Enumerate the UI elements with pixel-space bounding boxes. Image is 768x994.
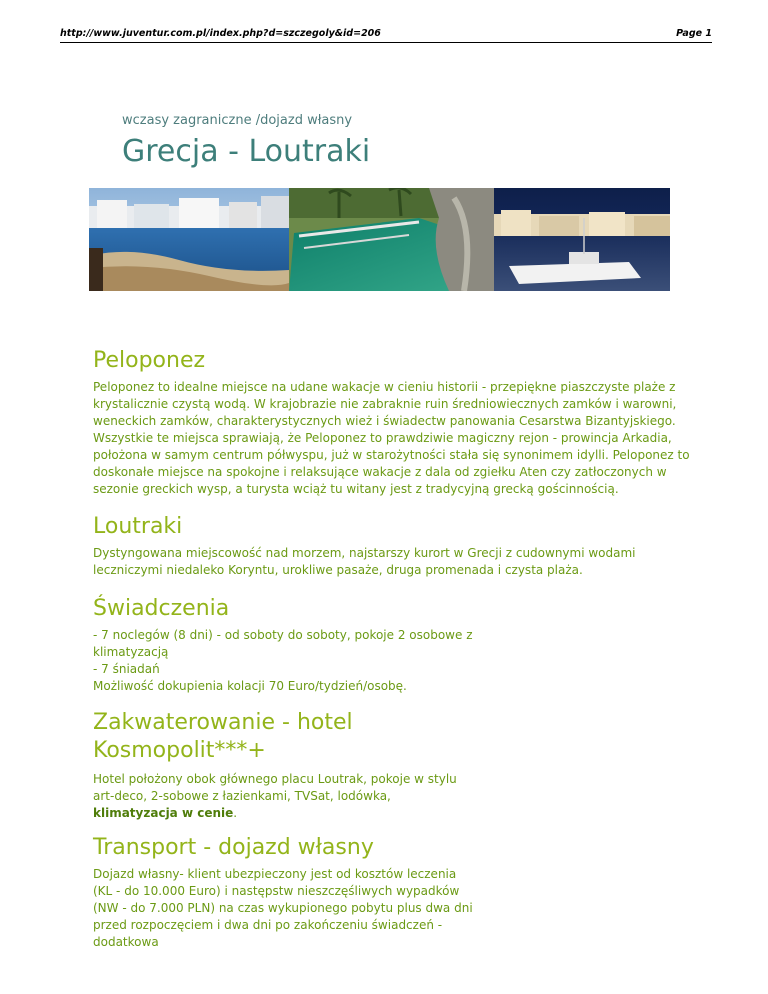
section-heading-swiadczenia: Świadczenia: [93, 596, 230, 621]
page-number: Page 1: [676, 28, 712, 39]
zakwaterowanie-heading-line2: Kosmopolit***+: [93, 738, 266, 763]
swiadczenia-line: klimatyzacją: [93, 645, 169, 659]
zakwaterowanie-highlight: klimatyzacja w cenie: [93, 806, 234, 820]
print-header: [60, 28, 712, 43]
breadcrumb[interactable]: wczasy zagraniczne /dojazd własny: [122, 113, 353, 128]
section-peloponez: [93, 347, 693, 498]
page-url: http://www.juventur.com.pl/index.php?d=szczegoly&id=206: [60, 28, 381, 39]
page-title: Grecja - Loutraki: [122, 134, 371, 169]
zakwaterowanie-heading-line1: Zakwaterowanie - hotel: [93, 710, 353, 735]
section-heading-zakwaterowanie: [93, 709, 465, 765]
banner-image: [89, 188, 670, 291]
zakwaterowanie-text-end: .: [233, 806, 238, 820]
section-heading-loutraki: Loutraki: [93, 514, 183, 539]
pool-palms-photo: [289, 188, 494, 291]
harbor-night-photo: [494, 188, 670, 291]
section-loutraki: [93, 513, 668, 579]
section-text-zakwaterowanie: [93, 771, 465, 822]
swiadczenia-line: Możliwość dokupienia kolacji 70 Euro/tydzień/osobę.: [93, 679, 407, 693]
section-text-loutraki: Dystyngowana miejscowość nad morzem, najstarszy kurort w Grecji z cudownymi wodami leczniczymi niedaleko Koryntu, urokliwe pasaże, druga promenada i czysta plaża.: [93, 546, 636, 577]
swiadczenia-line: - 7 noclegów (8 dni) - od soboty do soboty, pokoje 2 osobowe z: [93, 628, 473, 642]
section-zakwaterowanie: [93, 709, 465, 822]
zakwaterowanie-text: Hotel położony obok głównego placu Loutrak, pokoje w stylu art-deco, 2-sobowe z łazienkami, TVSat, lodówka,: [93, 772, 457, 803]
section-text-swiadczenia: [93, 627, 493, 695]
section-heading-transport: Transport - dojazd własny: [93, 835, 374, 860]
section-transport: [93, 834, 478, 951]
section-heading-peloponez: Peloponez: [93, 348, 206, 373]
section-swiadczenia: [93, 595, 493, 695]
swiadczenia-line: - 7 śniadań: [93, 662, 160, 676]
beach-town-photo: [89, 188, 289, 291]
section-text-transport: Dojazd własny- klient ubezpieczony jest od kosztów leczenia (KL - do 10.000 Euro) i następstw nieszczęśliwych wypadków (NW - do 7.000 PLN) na czas wykupionego pobytu plus dwa dni przed rozpoczęciem i dwa dni po zakończeniu świadczeń - dodatkowa: [93, 867, 473, 949]
section-text-peloponez: Peloponez to idealne miejsce na udane wakacje w cieniu historii - przepiękne piaszczyste plaże z krystalicznie czystą wodą. W krajobrazie nie zabraknie ruin średniowiecznych zamków i warowni, weneckich zamków, charakterystycznych wież i świadectw panowania Cesarstwa Bizantyjskiego. Wszystkie te miejsca sprawiają, że Peloponez to prawdziwie magiczny rejon - prowincja Arkadia, położona w samym centrum półwyspu, już w starożytności stała się synonimem idylli. Peloponez to doskonałe miejsce na spokojne i relaksujące wakacje z dala od zgiełku Aten czy zatłoczonych w sezonie greckich wysp, a turysta wciąż tu witany jest z tradycyjną grecką gościnnością.: [93, 380, 690, 496]
